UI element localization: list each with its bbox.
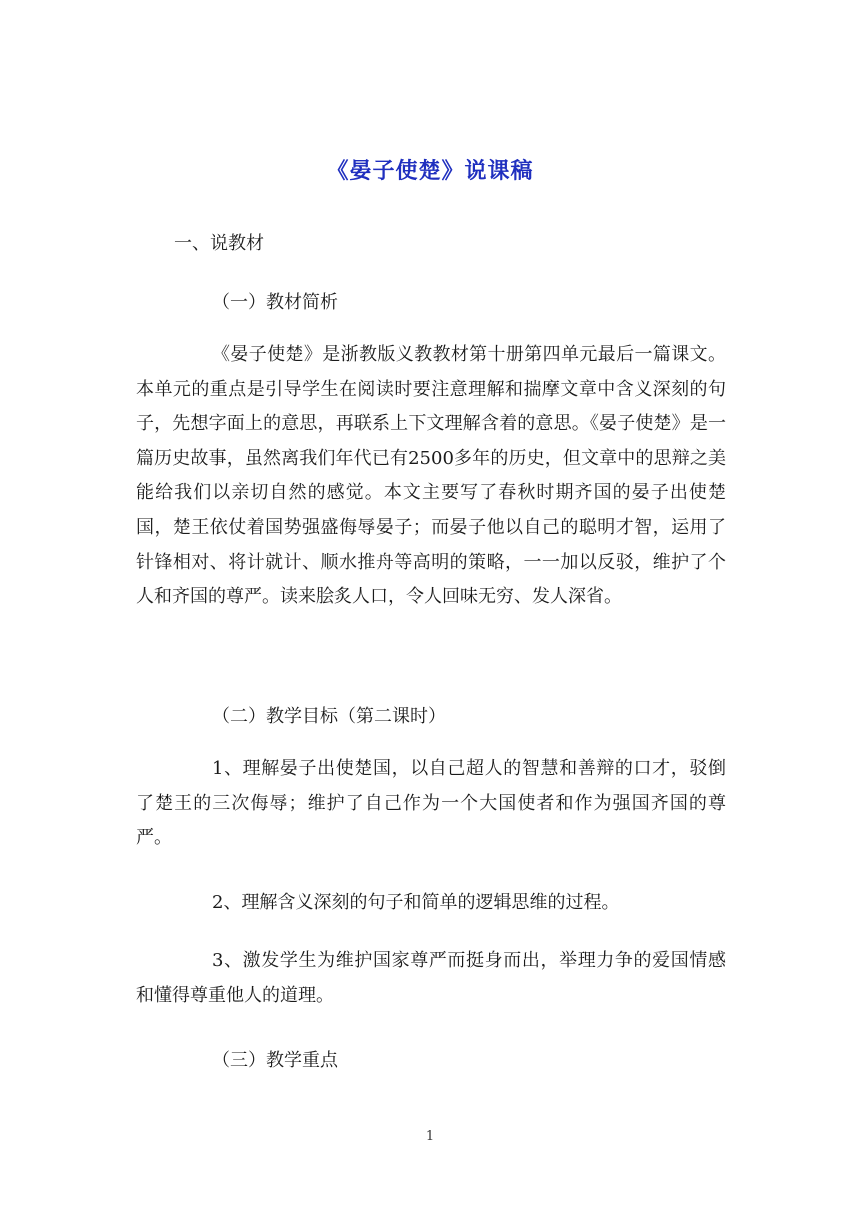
paragraph-goal-2: 2、理解含义深刻的句子和简单的逻辑思维的过程。 (212, 892, 620, 913)
paragraph-goal-1: 1、理解晏子出使楚国，以自己超人的智慧和善辩的口才，驳倒了楚王的三次侮辱；维护了自己作为一个大国使者和作为强国齐国的尊严。 (136, 758, 726, 849)
paragraph-material-analysis: 《晏子使楚》是浙教版义教教材第十册第四单元最后一篇课文。本单元的重点是引导学生在阅读时要注意理解和揣摩文章中含义深刻的句子，先想字面上的意思，再联系上下文理解含着的意思。《晏子使楚》是一篇历史故事，虽然离我们年代已有2500多年的历史，但文章中的思辩之美能给我们以亲切自然的感觉。本文主要写了春秋时期齐国的晏子出使楚国，楚王依仗着国势强盛侮辱晏子；而晏子他以自己的聪明才智，运用了针锋相对、将计就计、顺水推舟等高明的策略，一一加以反驳，维护了个人和齐国的尊严。读来脍炙人口，令人回味无穷、发人深省。 (136, 344, 726, 608)
paragraph-goal-3: 3、激发学生为维护国家尊严而挺身而出，举理力争的爱国情感和懂得尊重他人的道理。 (136, 950, 726, 1006)
document-title: 《晏子使楚》说课稿 (326, 158, 534, 184)
section-heading-teaching-material: 一、说教材 (174, 233, 264, 254)
subsection-heading-teaching-focus: （三）教学重点 (212, 1050, 338, 1071)
subsection-heading-material-analysis: （一）教材简析 (212, 292, 338, 313)
subsection-heading-teaching-goals: （二）教学目标（第二课时） (212, 706, 446, 727)
page-number: 1 (425, 1129, 435, 1144)
